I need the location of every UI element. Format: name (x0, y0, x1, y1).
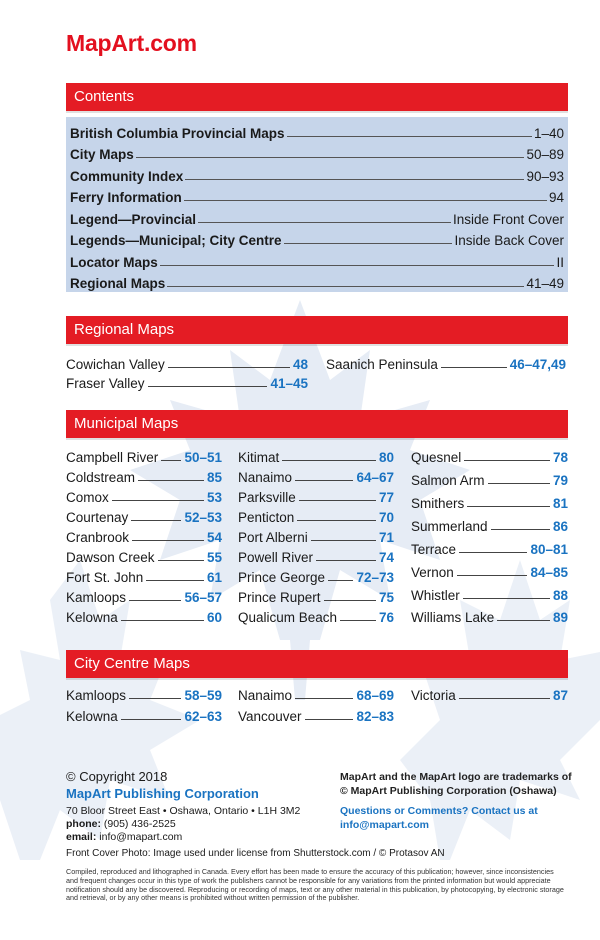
cover-photo-credit: Front Cover Photo: Image used under license from Shutterstock.com / © Protasov AN (66, 848, 445, 859)
list-item[interactable]: Victoria 87 (411, 688, 568, 703)
mapart-logo: MapArt.com (66, 30, 197, 56)
list-item[interactable]: Qualicum Beach 76 (238, 610, 394, 625)
list-item[interactable]: City Maps 50–89 (70, 147, 564, 162)
questions-line: Questions or Comments? Contact us at (340, 805, 538, 817)
list-item[interactable]: Courtenay 52–53 (66, 510, 222, 525)
municipal-maps-header: Municipal Maps (66, 410, 568, 438)
list-item[interactable]: Kamloops 56–57 (66, 590, 222, 605)
email[interactable]: email: info@mapart.com (66, 831, 183, 843)
list-item[interactable]: British Columbia Provincial Maps 1–40 (70, 125, 564, 141)
trademark-line-2: © MapArt Publishing Corporation (Oshawa) (340, 785, 557, 797)
list-item[interactable]: Nanaimo 68–69 (238, 688, 394, 703)
list-item[interactable]: Vernon 84–85 (411, 565, 568, 580)
list-item[interactable]: Comox 53 (66, 490, 222, 505)
address: 70 Bloor Street East • Oshawa, Ontario • L1H 3M2 (66, 805, 301, 817)
list-item[interactable]: Kamloops 58–59 (66, 688, 222, 703)
contents-list (66, 117, 568, 292)
list-item[interactable]: Fort St. John 61 (66, 570, 222, 585)
list-item[interactable]: Legend—Provincial Inside Front Cover (70, 211, 564, 227)
list-item[interactable]: Port Alberni 71 (238, 530, 394, 545)
list-item[interactable]: Terrace 80–81 (411, 542, 568, 557)
regional-maps-header: Regional Maps (66, 316, 568, 344)
list-item[interactable]: Prince Rupert 75 (238, 590, 394, 605)
list-item[interactable]: Vancouver 82–83 (238, 709, 394, 724)
list-item[interactable]: Ferry Information 94 (70, 190, 564, 205)
list-item[interactable]: Penticton 70 (238, 510, 394, 525)
list-item[interactable]: Kelowna 60 (66, 610, 222, 625)
list-item[interactable]: Parksville 77 (238, 490, 394, 505)
list-item[interactable]: Nanaimo 64–67 (238, 470, 394, 485)
list-item[interactable]: Cowichan Valley 48 (66, 357, 308, 372)
list-item[interactable]: Williams Lake 89 (411, 610, 568, 625)
list-item[interactable]: Cranbrook 54 (66, 530, 222, 545)
list-item[interactable]: Summerland 86 (411, 519, 568, 534)
list-item[interactable]: Campbell River 50–51 (66, 450, 222, 465)
list-item[interactable]: Prince George 72–73 (238, 570, 394, 585)
list-item[interactable]: Locator Maps II (70, 254, 564, 270)
phone: phone: (905) 436-2525 (66, 818, 176, 830)
list-item[interactable]: Dawson Creek 55 (66, 550, 222, 565)
list-item[interactable]: Community Index 90–93 (70, 168, 564, 184)
list-item[interactable]: Legends—Municipal; City Centre Inside Back Cover (70, 233, 564, 248)
list-item[interactable]: Fraser Valley 41–45 (66, 376, 308, 391)
list-item[interactable]: Saanich Peninsula 46–47,49 (326, 357, 566, 372)
fine-print: Compiled, reproduced and lithographed in Canada. Every effort has been made to ensure the accuracy of this publication; however, since inconsistencies and frequent changes occur in this type of work the publishers cannot be responsible for any variations from the printed information but would appreciate notification should any be discovered. Reproducing or recording of maps, text or any other material in this publication, by photocopying, by electronic storage and retrieval, or by any other means is prohibited without written permission of the publisher. (66, 867, 564, 903)
contents-header: Contents (66, 83, 568, 111)
company-name: MapArt Publishing Corporation (66, 786, 259, 801)
copyright: © Copyright 2018 (66, 769, 168, 784)
list-item[interactable]: Regional Maps 41–49 (70, 276, 564, 291)
city-centre-maps-header: City Centre Maps (66, 650, 568, 678)
list-item[interactable]: Coldstream 85 (66, 470, 222, 485)
contact-email-link[interactable]: info@mapart.com (340, 819, 429, 831)
trademark-line-1: MapArt and the MapArt logo are trademarks of (340, 771, 572, 783)
list-item[interactable]: Salmon Arm 79 (411, 473, 568, 488)
list-item[interactable]: Quesnel 78 (411, 450, 568, 465)
list-item[interactable]: Whistler 88 (411, 588, 568, 603)
list-item[interactable]: Smithers 81 (411, 496, 568, 511)
list-item[interactable]: Kelowna 62–63 (66, 709, 222, 724)
list-item[interactable]: Powell River 74 (238, 550, 394, 565)
list-item[interactable]: Kitimat 80 (238, 450, 394, 465)
